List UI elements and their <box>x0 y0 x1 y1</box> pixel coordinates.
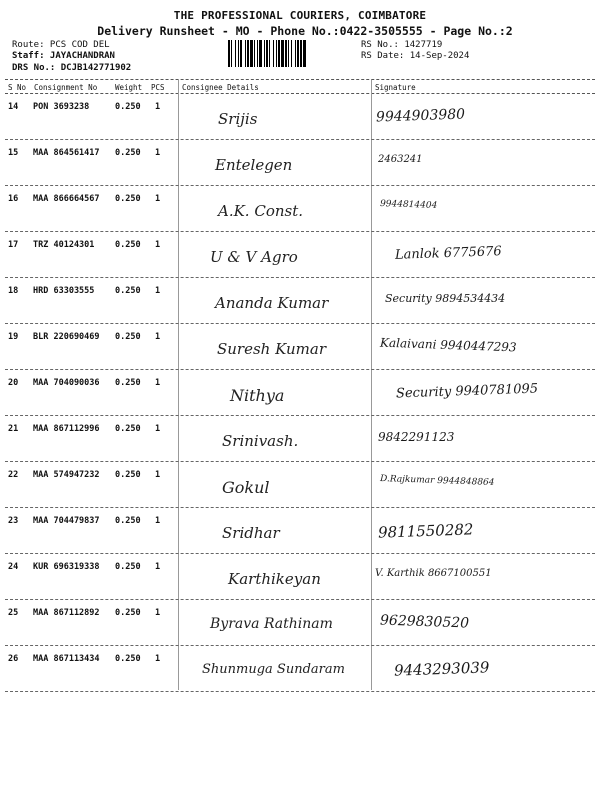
pieces-count: 1 <box>155 608 161 618</box>
pieces-count: 1 <box>155 378 161 388</box>
consignee-name: Nithya <box>230 386 285 405</box>
weight-value: 0.250 <box>115 516 141 526</box>
consignee-name: Ananda Kumar <box>215 294 329 312</box>
weight-value: 0.250 <box>115 470 141 480</box>
consignment-number: MAA 867112892 <box>33 608 100 618</box>
col-sno-header: S No <box>8 83 27 92</box>
serial-number: 21 <box>8 424 19 434</box>
table-row <box>0 94 600 140</box>
recipient-signature: Security 9894534434 <box>385 292 506 305</box>
pieces-count: 1 <box>155 102 161 112</box>
consignee-name: Karthikeyan <box>228 570 321 588</box>
weight-value: 0.250 <box>115 608 141 618</box>
consignment-number: MAA 574947232 <box>33 470 100 480</box>
recipient-signature: 9629830520 <box>379 612 470 632</box>
weight-value: 0.250 <box>115 378 141 388</box>
pieces-count: 1 <box>155 424 161 434</box>
pieces-count: 1 <box>155 332 161 342</box>
serial-number: 25 <box>8 608 19 618</box>
serial-number: 23 <box>8 516 19 526</box>
pieces-count: 1 <box>155 562 161 572</box>
pieces-count: 1 <box>155 470 161 480</box>
col-weight-header: Weight <box>115 83 143 92</box>
serial-number: 24 <box>8 562 19 572</box>
table-row <box>0 462 600 508</box>
table-row <box>0 186 600 232</box>
recipient-signature: 9944903980 <box>375 106 466 126</box>
consignment-number: TRZ 40124301 <box>33 240 95 250</box>
consignee-name: U & V Agro <box>210 248 298 266</box>
runsheet-title: Delivery Runsheet - MO - Phone No.:0422-3505555 - Page No.:2 <box>97 24 513 38</box>
col-consignee-header: Consignee Details <box>182 83 259 92</box>
serial-number: 26 <box>8 654 19 664</box>
recipient-signature: V. Karthik 8667100551 <box>375 568 492 579</box>
rs-date: RS Date: 14-Sep-2024 <box>361 51 470 61</box>
consignment-number: PON 3693238 <box>33 102 90 112</box>
weight-value: 0.250 <box>115 562 141 572</box>
company-title: THE PROFESSIONAL COURIERS, COIMBATORE <box>173 9 427 22</box>
table-row <box>0 416 600 462</box>
route-label: Route: PCS COD DEL <box>12 40 110 50</box>
pieces-count: 1 <box>155 654 161 664</box>
table-row <box>0 554 600 600</box>
rs-number: RS No.: 1427719 <box>361 40 443 50</box>
pieces-count: 1 <box>155 516 161 526</box>
consignee-name: Sridhar <box>222 524 280 542</box>
consignee-name: Byrava Rathinam <box>210 616 333 632</box>
weight-value: 0.250 <box>115 194 141 204</box>
recipient-signature: 9944814404 <box>379 199 438 211</box>
header-top-rule <box>5 79 595 80</box>
row-divider <box>5 691 595 692</box>
weight-value: 0.250 <box>115 286 141 296</box>
pieces-count: 1 <box>155 194 161 204</box>
serial-number: 17 <box>8 240 19 250</box>
table-row <box>0 232 600 278</box>
weight-value: 0.250 <box>115 424 141 434</box>
table-row <box>0 370 600 416</box>
serial-number: 15 <box>8 148 19 158</box>
recipient-signature: Kalaivani 9940447293 <box>379 335 517 355</box>
table-row <box>0 278 600 324</box>
serial-number: 22 <box>8 470 19 480</box>
recipient-signature: 2463241 <box>378 154 423 165</box>
consignment-number: MAA 867113434 <box>33 654 100 664</box>
consignment-number: MAA 704479837 <box>33 516 100 526</box>
recipient-signature: 9811550282 <box>377 520 474 542</box>
serial-number: 20 <box>8 378 19 388</box>
serial-number: 18 <box>8 286 19 296</box>
pieces-count: 1 <box>155 286 161 296</box>
table-row <box>0 646 600 692</box>
consignee-name: Srijis <box>218 110 258 128</box>
serial-number: 19 <box>8 332 19 342</box>
consignment-number: MAA 867112996 <box>33 424 100 434</box>
recipient-signature: 9842291123 <box>378 430 455 444</box>
col-consignment-header: Consignment No <box>34 83 98 92</box>
consignment-number: HRD 63303555 <box>33 286 95 296</box>
weight-value: 0.250 <box>115 102 141 112</box>
recipient-signature: Lanlok 6775676 <box>394 244 502 263</box>
consignee-name: Entelegen <box>215 156 293 174</box>
table-row <box>0 600 600 646</box>
consignment-number: MAA 864561417 <box>33 148 100 158</box>
recipient-signature: D.Rajkumar 9944848864 <box>379 474 495 488</box>
consignment-number: MAA 704090036 <box>33 378 100 388</box>
weight-value: 0.250 <box>115 332 141 342</box>
consignee-name: Srinivash. <box>222 432 299 450</box>
weight-value: 0.250 <box>115 148 141 158</box>
serial-number: 14 <box>8 102 19 112</box>
recipient-signature: Security 9940781095 <box>395 381 539 402</box>
col-signature-header: Signature <box>375 83 416 92</box>
staff-label: Staff: JAYACHANDRAN <box>12 51 115 61</box>
pieces-count: 1 <box>155 240 161 250</box>
consignee-name: Shunmuga Sundaram <box>202 662 345 677</box>
weight-value: 0.250 <box>115 240 141 250</box>
serial-number: 16 <box>8 194 19 204</box>
drs-number: DRS No.: DCJB142771902 <box>12 63 132 73</box>
weight-value: 0.250 <box>115 654 141 664</box>
pieces-count: 1 <box>155 148 161 158</box>
barcode <box>228 40 356 67</box>
consignment-number: KUR 696319338 <box>33 562 100 572</box>
table-row <box>0 324 600 370</box>
consignment-number: BLR 220690469 <box>33 332 100 342</box>
recipient-signature: 9443293039 <box>393 658 490 680</box>
table-row <box>0 140 600 186</box>
consignee-name: Gokul <box>222 478 270 497</box>
table-row <box>0 508 600 554</box>
consignee-name: Suresh Kumar <box>217 340 326 358</box>
consignee-name: A.K. Const. <box>218 202 304 220</box>
consignment-number: MAA 866664567 <box>33 194 100 204</box>
col-pcs-header: PCS <box>151 83 165 92</box>
